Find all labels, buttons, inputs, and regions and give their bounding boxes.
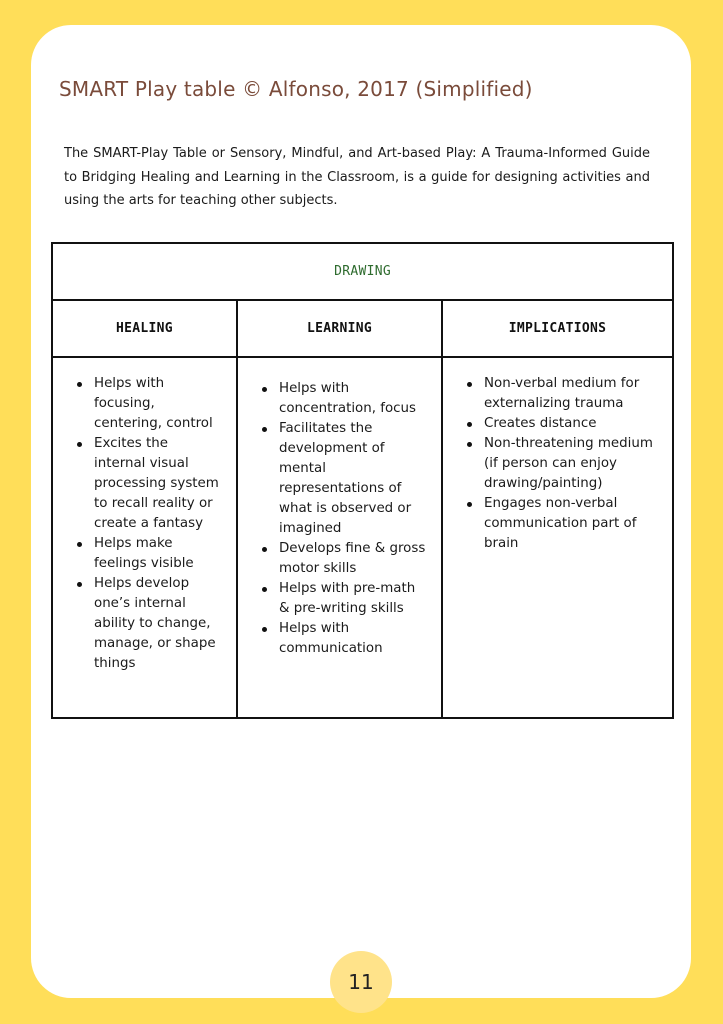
bullet-icon [262, 627, 267, 632]
intro-paragraph: The SMART-Play Table or Sensory, Mindful, and Art-based Play: A Trauma-Informed Guide to Bridging Healing and Learning in the Classroom, is a guide for designing activities and using the arts for teaching other subjects. [64, 146, 650, 208]
page-title: SMART Play table © Alfonso, 2017 (Simplified) [59, 77, 533, 101]
healing-list [53, 374, 236, 674]
column-header-implications: IMPLICATIONS [442, 300, 673, 357]
list-item-text: Facilitates the development of mental representations of what is observed or imagined [279, 421, 412, 536]
bullet-icon [467, 502, 472, 507]
list-item-text: Helps with communication [279, 621, 383, 656]
bullet-icon [262, 387, 267, 392]
list-item [484, 374, 658, 414]
list-item-text: Excites the internal visual processing system to recall reality or create a fantasy [94, 436, 219, 531]
list-item [279, 379, 427, 419]
bullet-icon [77, 382, 82, 387]
healing-cell [52, 357, 237, 718]
page-number: 11 [348, 970, 374, 994]
list-item [279, 539, 427, 579]
bullet-icon [77, 582, 82, 587]
learning-list [238, 379, 441, 659]
list-item-text: Engages non-verbal communication part of brain [484, 496, 637, 551]
list-item-text: Develops fine & gross motor skills [279, 541, 426, 576]
list-item [94, 374, 222, 434]
table-caption: DRAWING [52, 243, 673, 300]
list-item [94, 574, 222, 674]
list-item [484, 414, 658, 434]
bullet-icon [262, 587, 267, 592]
column-header-learning: LEARNING [237, 300, 442, 357]
bullet-icon [77, 442, 82, 447]
bullet-icon [262, 427, 267, 432]
column-header-healing: HEALING [52, 300, 237, 357]
list-item [94, 434, 222, 534]
list-item-text: Helps develop one’s internal ability to change, manage, or shape things [94, 576, 216, 671]
list-item-text: Helps with concentration, focus [279, 381, 416, 416]
list-item-text: Helps make feelings visible [94, 536, 194, 571]
learning-cell [237, 357, 442, 718]
bullet-icon [467, 382, 472, 387]
bullet-icon [262, 547, 267, 552]
list-item [279, 619, 427, 659]
smart-play-table [51, 242, 674, 719]
bullet-icon [77, 542, 82, 547]
list-item-text: Helps with pre-math & pre-writing skills [279, 581, 416, 616]
list-item [279, 579, 427, 619]
list-item-text: Non-threatening medium (if person can enjoy drawing/painting) [484, 436, 653, 491]
implications-cell [442, 357, 673, 718]
bullet-icon [467, 442, 472, 447]
page-number-badge [330, 951, 392, 1013]
page-card [31, 25, 691, 998]
list-item [279, 419, 427, 539]
list-item [484, 434, 658, 494]
list-item-text: Creates distance [484, 416, 597, 431]
list-item [484, 494, 658, 554]
bullet-icon [467, 422, 472, 427]
list-item [94, 534, 222, 574]
list-item-text: Non-verbal medium for externalizing trauma [484, 376, 640, 411]
implications-list [443, 374, 672, 554]
list-item-text: Helps with focusing, centering, control [94, 376, 213, 431]
